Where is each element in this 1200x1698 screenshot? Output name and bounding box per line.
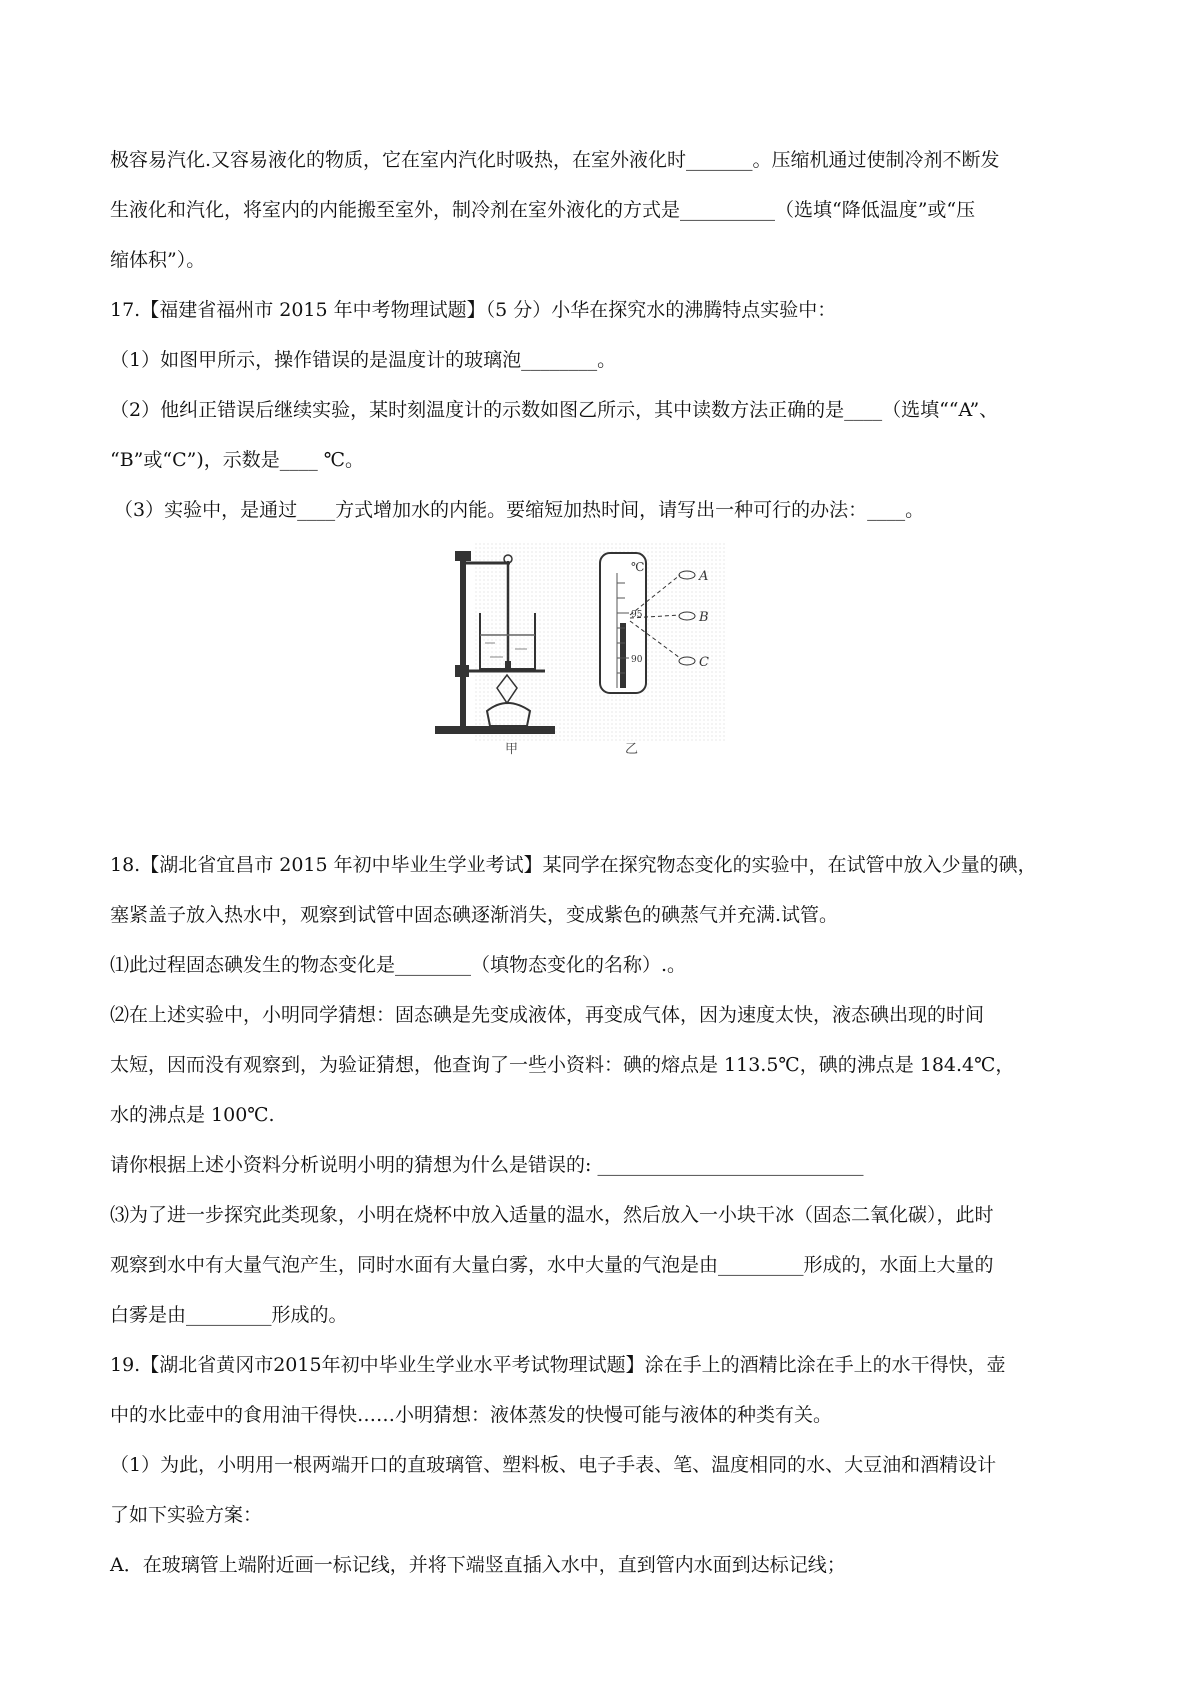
- q18-part-2b: 太短，因而没有观察到，为验证猜想，他查询了一些小资料：碘的熔点是 113.5℃，碘的沸点是 184.4℃，: [110, 1054, 1015, 1076]
- q17-part-2a: （2）他纠正错误后继续实验，某时刻温度计的示数如图乙所示，其中读数方法正确的是____（选填““A”、: [110, 399, 999, 421]
- scale-tick-95: 95: [631, 610, 643, 620]
- q19-part-1b: 了如下实验方案：: [110, 1504, 263, 1526]
- q17-part-3: （3）实验中，是通过____方式增加水的内能。要缩短加热时间，请写出一种可行的办法：____。: [114, 499, 925, 521]
- q19-line-2: 中的水比壶中的食用油干得快……小明猜想：液体蒸发的快慢可能与液体的种类有关。: [110, 1404, 833, 1426]
- q17-part-2b: “B”或“C”)，示数是____ ℃。: [110, 449, 365, 471]
- q18-part-3b: 观察到水中有大量气泡产生，同时水面有大量白雾，水中大量的气泡是由_________形成的，水面上大量的: [110, 1254, 994, 1276]
- q16-tail-line-1: 极容易汽化.又容易液化的物质，它在室内汽化时吸热，在室外液化时_______。压缩机通过使制冷剂不断发: [110, 149, 1000, 171]
- q17-title: 17.【福建省福州市 2015 年中考物理试题】（5 分）小华在探究水的沸腾特点实验中：: [110, 299, 837, 321]
- scale-tick-90: 90: [631, 655, 643, 665]
- q18-part-2d: 请你根据上述小资料分析说明小明的猜想为什么是错误的: ____________________________: [110, 1154, 864, 1176]
- q18-part-2a: ⑵在上述实验中，小明同学猜想：固态碘是先变成液体，再变成气体，因为速度太快，液态碘出现的时间: [110, 1004, 985, 1026]
- q18-part-2c: 水的沸点是 100℃.: [110, 1104, 275, 1126]
- thermometer-yi: [600, 553, 646, 693]
- q19-step-a: A．在玻璃管上端附近画一标记线，并将下端竖直插入水中，直到管内水面到达标记线；: [110, 1554, 846, 1576]
- eye-label-b: B: [699, 610, 709, 625]
- q18-part-3a: ⑶为了进一步探究此类现象，小明在烧杯中放入适量的温水，然后放入一小块干冰（固态二氧化碳），此时: [110, 1204, 994, 1226]
- document-content: [110, 143, 1095, 1598]
- label-yi: 乙: [625, 742, 639, 757]
- q18-line-2: 塞紧盖子放入热水中，观察到试管中固态碘逐渐消失，变成紫色的碘蒸气并充满.试管。: [110, 904, 839, 926]
- q18-title: 18.【湖北省宜昌市 2015 年初中毕业生学业考试】某同学在探究物态变化的实验中，在试管中放入少量的碘，: [110, 854, 1037, 876]
- scale-unit: ℃: [631, 560, 645, 574]
- q17-figure: [110, 543, 1095, 848]
- q16-tail-line-3: 缩体积”）。: [110, 249, 206, 271]
- q19-title: 19.【湖北省黄冈市2015年初中毕业生学业水平考试物理试题】涂在手上的酒精比涂在手上的水干得快，壶: [110, 1354, 1006, 1376]
- eye-label-c: C: [699, 655, 709, 670]
- q17-part-1: （1）如图甲所示，操作错误的是温度计的玻璃泡________。: [110, 349, 617, 371]
- label-jia: 甲: [505, 742, 519, 757]
- q18-part-1: ⑴此过程固态碘发生的物态变化是________（填物态变化的名称）.。: [110, 954, 687, 976]
- boiling-experiment-figure: [435, 543, 755, 773]
- q18-part-3c: 白雾是由_________形成的。: [110, 1304, 348, 1326]
- q19-part-1a: （1）为此，小明用一根两端开口的直玻璃管、塑料板、电子手表、笔、温度相同的水、大豆油和酒精设计: [110, 1454, 997, 1476]
- eye-label-a: A: [699, 569, 709, 584]
- q16-tail-line-2: 生液化和汽化，将室内的内能搬至室外，制冷剂在室外液化的方式是__________（选填“降低温度”或“压: [110, 199, 976, 221]
